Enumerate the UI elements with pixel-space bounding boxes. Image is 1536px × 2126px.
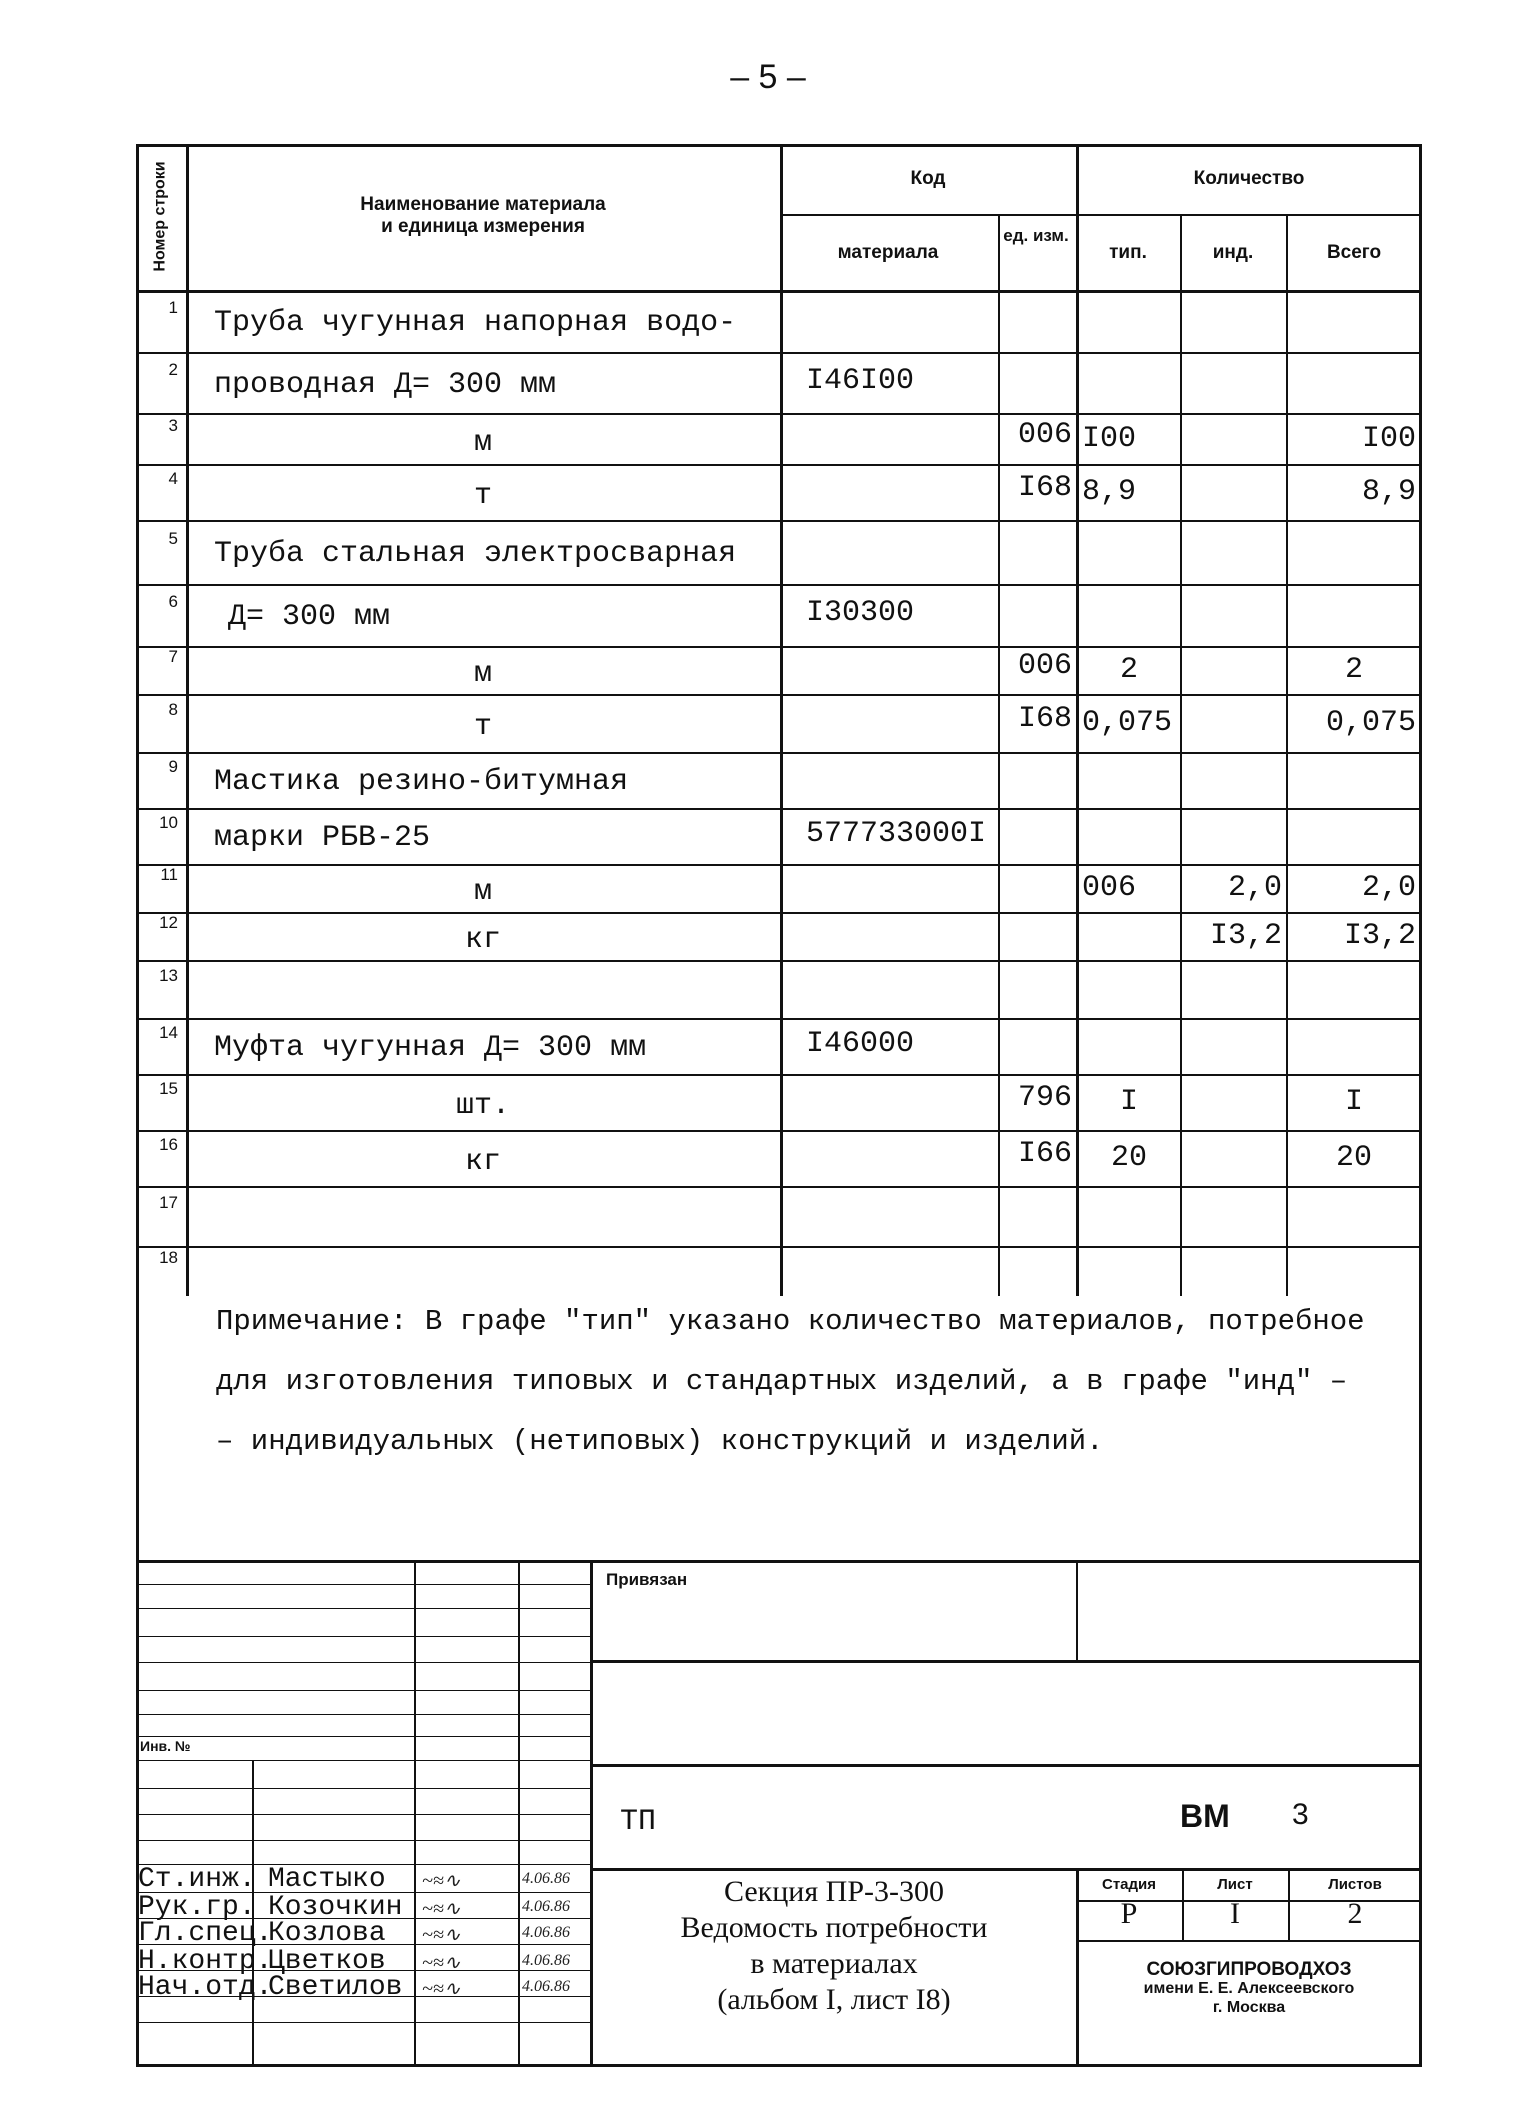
grid-line <box>136 464 1422 466</box>
row-number: 6 <box>168 592 178 611</box>
material-name: м <box>473 657 492 691</box>
row-number: 5 <box>168 529 178 548</box>
stage-label: Стадия <box>1101 1876 1157 1893</box>
material-name: м <box>473 875 492 909</box>
grid-line <box>136 1246 1422 1248</box>
grid-line <box>136 808 1422 810</box>
grid-line <box>136 646 1422 648</box>
title-line <box>518 1560 520 2066</box>
header-q-ind: инд. <box>1212 242 1254 263</box>
material-code: 577733000I <box>806 817 987 851</box>
page-number: – 5 – <box>730 58 806 96</box>
signature-date: 4.06.86 <box>522 1924 570 1941</box>
org-line-3: г. Москва <box>1212 1999 1286 2016</box>
quantity-typ: 8,9 <box>1082 475 1137 509</box>
signature-name: Козлова <box>268 1918 386 1949</box>
row-number: 18 <box>159 1248 178 1267</box>
privyazan-label: Привязан <box>606 1570 688 1589</box>
signature-date: 4.06.86 <box>522 1898 570 1915</box>
quantity-total: 2,0 <box>1361 871 1416 905</box>
signature-scribble: ~≈∿ <box>422 1952 461 1974</box>
grid-line <box>1180 214 1182 1296</box>
title-line <box>136 1584 590 1585</box>
material-name: кг <box>464 1145 501 1179</box>
row-number: 12 <box>159 913 178 932</box>
header-name: Наименование материала и единица измерения <box>360 194 606 237</box>
title-line <box>136 2022 590 2023</box>
grid-line <box>136 694 1422 696</box>
material-code: I46I00 <box>806 363 915 398</box>
row-number: 3 <box>168 415 178 435</box>
signature-role: Гл.спец. <box>138 1918 273 1949</box>
unit-code: I66 <box>1017 1137 1072 1171</box>
material-name: Мастика резино-битумная <box>214 765 629 799</box>
signature-role: Ст.инж. <box>138 1864 256 1895</box>
row-number: 16 <box>159 1135 178 1154</box>
grid-line <box>136 1186 1422 1188</box>
row-number: 4 <box>168 469 178 488</box>
quantity-ind: I3,2 <box>1209 919 1282 953</box>
document-title <box>592 1874 1076 2018</box>
signature-date: 4.06.86 <box>522 1952 570 1969</box>
doc-code: ВМ <box>1180 1798 1230 1834</box>
tp-label: ТП <box>620 1805 657 1839</box>
grid-line <box>136 1018 1422 1020</box>
row-number: 14 <box>159 1023 178 1042</box>
material-name: м <box>473 425 492 460</box>
stage-value: Р <box>1120 1897 1138 1930</box>
title-line <box>136 1560 1422 1563</box>
unit-code: 796 <box>1017 1081 1072 1115</box>
title-line-2: Ведомость потребности <box>680 1911 988 1944</box>
title-line <box>1076 1560 1078 1660</box>
grid-line <box>136 912 1422 914</box>
grid-line <box>136 584 1422 586</box>
title-line <box>136 1736 590 1737</box>
header-code-material: материала <box>837 242 939 263</box>
title-line <box>590 1764 1422 1767</box>
title-line <box>136 1788 590 1789</box>
title-line <box>590 1868 1422 1871</box>
quantity-total: I00 <box>1361 421 1416 456</box>
title-line <box>136 1760 590 1761</box>
quantity-typ: 20 <box>1110 1141 1147 1175</box>
row-number: 13 <box>159 966 178 985</box>
org-line-2: имени Е. Е. Алексеевского <box>1143 1980 1355 1997</box>
unit-code: I68 <box>1017 702 1072 736</box>
material-name: Д= 300 мм <box>228 600 391 634</box>
header-q-total: Всего <box>1326 242 1382 263</box>
title-line <box>136 1714 590 1715</box>
row-number: 11 <box>160 865 178 884</box>
quantity-typ: I00 <box>1082 421 1137 456</box>
row-number: 10 <box>159 813 178 832</box>
signature-date: 4.06.86 <box>522 1870 570 1887</box>
quantity-total: I <box>1344 1085 1363 1119</box>
quantity-typ: I <box>1119 1085 1138 1119</box>
quantity-typ: 006 <box>1082 871 1137 905</box>
quantity-typ: 0,075 <box>1082 706 1173 740</box>
material-name: кг <box>464 923 501 957</box>
grid-line <box>780 144 783 1296</box>
grid-line <box>136 1130 1422 1132</box>
material-code: I46000 <box>806 1027 915 1061</box>
quantity-total: 2 <box>1344 653 1363 687</box>
grid-line <box>136 1074 1422 1076</box>
unit-code: 006 <box>1017 649 1072 683</box>
sheets-label: Листов <box>1328 1876 1382 1893</box>
signature-date: 4.06.86 <box>522 1978 570 1995</box>
title-line <box>136 1840 590 1841</box>
title-line-1: Секция ПР-3-300 <box>723 1875 944 1908</box>
grid-line <box>780 214 1422 216</box>
header-row-number: Номер строки <box>151 161 169 272</box>
material-name: т <box>473 710 492 744</box>
sheets-value: 2 <box>1347 1897 1363 1930</box>
material-name: марки РБВ-25 <box>214 821 431 855</box>
unit-code: I68 <box>1017 471 1072 505</box>
quantity-typ: 2 <box>1119 653 1138 687</box>
grid-line <box>1076 144 1079 1296</box>
row-number: 1 <box>168 298 178 317</box>
quantity-total: 8,9 <box>1361 475 1416 509</box>
signature-scribble: ~≈∿ <box>422 1870 461 1892</box>
quantity-total: I3,2 <box>1343 919 1416 953</box>
grid-line <box>136 864 1422 866</box>
signature-name: Козочкин <box>268 1892 403 1923</box>
row-number: 7 <box>168 647 178 666</box>
grid-line <box>136 752 1422 754</box>
grid-line <box>136 960 1422 962</box>
inv-no-label: Инв. № <box>140 1738 191 1754</box>
title-line <box>136 1814 590 1815</box>
title-line <box>590 1660 1422 1663</box>
row-number: 15 <box>159 1079 178 1098</box>
org-line-1: СОЮЗГИПРОВОДХОЗ <box>1146 1959 1352 1980</box>
note-line-1: Примечание: В графе "тип" указано количество материалов, потребное <box>216 1305 1365 1338</box>
unit-code: 006 <box>1017 417 1072 452</box>
grid-line <box>136 352 1422 354</box>
title-line <box>136 1662 590 1663</box>
signature-role: Н.контр. <box>138 1946 273 1977</box>
header-code: Код <box>910 168 946 189</box>
grid-line <box>136 290 1422 293</box>
grid-line <box>136 520 1422 522</box>
signature-scribble: ~≈∿ <box>422 1898 461 1920</box>
quantity-total: 0,075 <box>1325 706 1416 740</box>
material-name: проводная Д= 300 мм <box>214 367 557 402</box>
header-q-typ: тип. <box>1109 242 1147 263</box>
organization <box>1076 1960 1422 2017</box>
signature-name: Цветков <box>268 1946 386 1977</box>
material-name: шт. <box>455 1089 510 1123</box>
title-line <box>1076 1940 1422 1942</box>
signature-scribble: ~≈∿ <box>422 1978 461 2000</box>
title-line-4: (альбом I, лист I8) <box>717 1983 951 2016</box>
material-name: Муфта чугунная Д= 300 мм <box>214 1031 647 1065</box>
title-line <box>136 1636 590 1637</box>
doc-code-number: 3 <box>1292 1798 1309 1831</box>
grid-line <box>136 413 1422 415</box>
row-number: 9 <box>168 757 178 776</box>
material-code: I30300 <box>806 596 915 630</box>
sheet-label: Лист <box>1217 1876 1253 1893</box>
quantity-total: 20 <box>1335 1141 1372 1175</box>
signature-name: Мастыко <box>268 1864 386 1895</box>
grid-line <box>998 214 1000 1296</box>
note-line-3: – индивидуальных (нетиповых) конструкций и изделий. <box>216 1425 1104 1458</box>
title-line <box>414 1560 416 2066</box>
signature-role: Нач.отд. <box>138 1972 273 2003</box>
signature-scribble: ~≈∿ <box>422 1924 461 1946</box>
header-code-unit: ед. изм. <box>1003 226 1069 245</box>
signature-role: Рук.гр. <box>138 1892 256 1923</box>
material-name: т <box>473 479 492 513</box>
material-name: Труба стальная электросварная <box>214 537 737 571</box>
sheet-value: I <box>1230 1897 1240 1930</box>
signature-name: Светилов <box>268 1972 403 2003</box>
title-line-3: в материалах <box>750 1947 918 1980</box>
material-name: Труба чугунная напорная водо- <box>214 306 737 340</box>
header-quantity: Количество <box>1193 168 1305 189</box>
quantity-ind: 2,0 <box>1227 871 1282 905</box>
row-number: 17 <box>159 1193 178 1212</box>
title-line <box>136 1690 590 1691</box>
grid-line <box>1286 214 1288 1296</box>
row-number: 8 <box>168 700 178 719</box>
title-line <box>136 1608 590 1609</box>
row-number: 2 <box>168 359 178 379</box>
note-line-2: для изготовления типовых и стандартных изделий, а в графе "инд" – <box>216 1365 1348 1398</box>
